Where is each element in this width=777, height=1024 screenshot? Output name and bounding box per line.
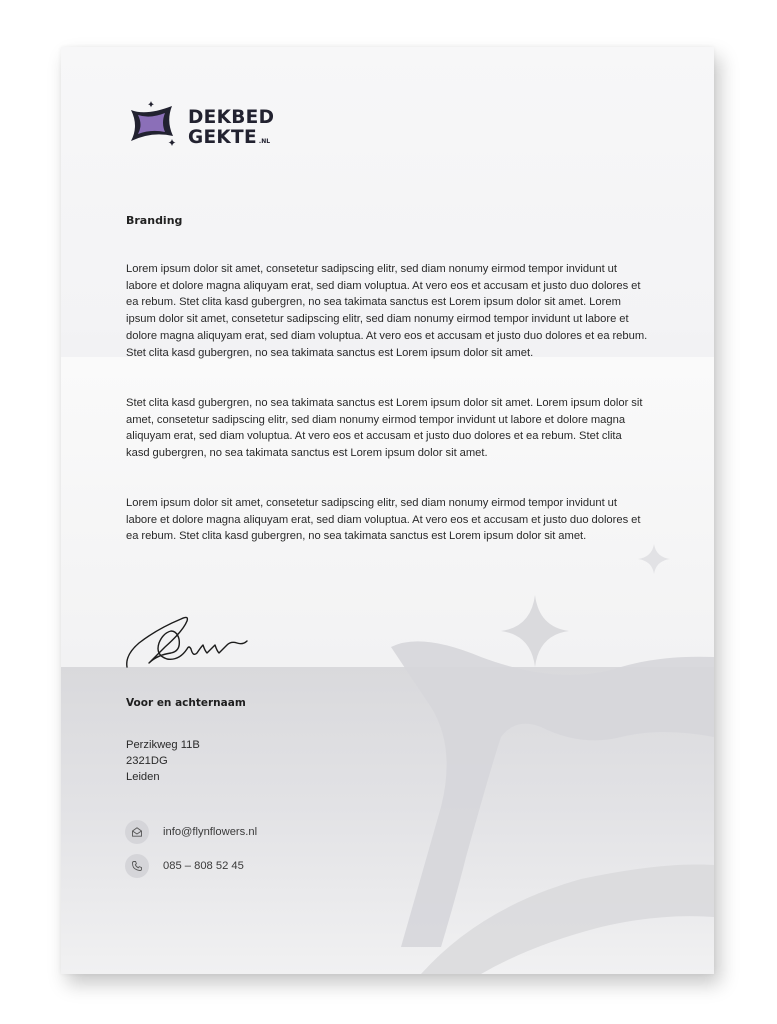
watermark-swoosh-2 xyxy=(421,865,714,974)
address-city: Leiden xyxy=(126,771,160,783)
contact-phone[interactable]: 085 – 808 52 45 xyxy=(163,860,244,872)
handwritten-signature xyxy=(123,609,253,673)
watermark-sparkle-large xyxy=(501,595,569,667)
pillow-logo-icon xyxy=(124,99,184,154)
watermark-sparkle-small xyxy=(638,544,670,574)
contact-email[interactable]: info@flynflowers.nl xyxy=(163,826,258,838)
brand-name-line-1: DEKBED xyxy=(188,107,275,128)
envelope-icon xyxy=(125,820,149,844)
brand-tld: .NL xyxy=(258,138,271,145)
contact-phone-row xyxy=(125,854,244,878)
brand-logo xyxy=(124,99,274,154)
signer-name: Voor en achternaam xyxy=(126,697,246,709)
section-title: Branding xyxy=(126,214,183,227)
body-paragraph-2: Stet clita kasd gubergren, no sea takimata sanctus est Lorem ipsum dolor sit amet. Lorem ipsum dolor sit amet, consetetur sadipscing elitr, sed diam nonumy eirmod tempor invidunt ut labore et dolore magna aliquyam erat, sed diam voluptua. At vero eos et accusam et justo duo dolores et ea rebum. Stet clita kasd gubergren, no sea takimata sanctus est Lorem ipsum dolor sit amet. xyxy=(126,397,643,460)
brand-name-line-2-text: GEKTE xyxy=(188,127,257,148)
address-street: Perzikweg 11B xyxy=(126,739,200,751)
letterhead-sheet xyxy=(61,47,714,974)
body-paragraph-3: Lorem ipsum dolor sit amet, consetetur sadipscing elitr, sed diam nonumy eirmod tempor invidunt ut labore et dolore magna aliquyam erat, sed diam voluptua. At vero eos et accusam et justo duo dolores et ea rebum. Stet clita kasd gubergren, no sea takimata sanctus est Lorem ipsum dolor sit amet. xyxy=(126,497,641,543)
body-paragraph-1: Lorem ipsum dolor sit amet, consetetur sadipscing elitr, sed diam nonumy eirmod tempor invidunt ut labore et dolore magna aliquyam erat, sed diam voluptua. At vero eos et accusam et justo duo dolores et ea rebum. Stet clita kasd gubergren, no sea takimata sanctus est Lorem ipsum dolor sit amet. Lorem ipsum dolor sit amet, consetetur sadipscing elitr, sed diam nonumy eirmod tempor invidunt ut labore et dolore magna aliquyam erat, sed diam voluptua. At vero eos et accusam et justo duo dolores et ea rebum. Stet clita kasd gubergren, no sea takimata sanctus est Lorem ipsum dolor sit amet. xyxy=(126,263,648,359)
brand-name-line-2 xyxy=(188,128,270,152)
phone-icon xyxy=(125,854,149,878)
address-postcode: 2321DG xyxy=(126,755,168,767)
contact-email-row xyxy=(125,820,257,844)
